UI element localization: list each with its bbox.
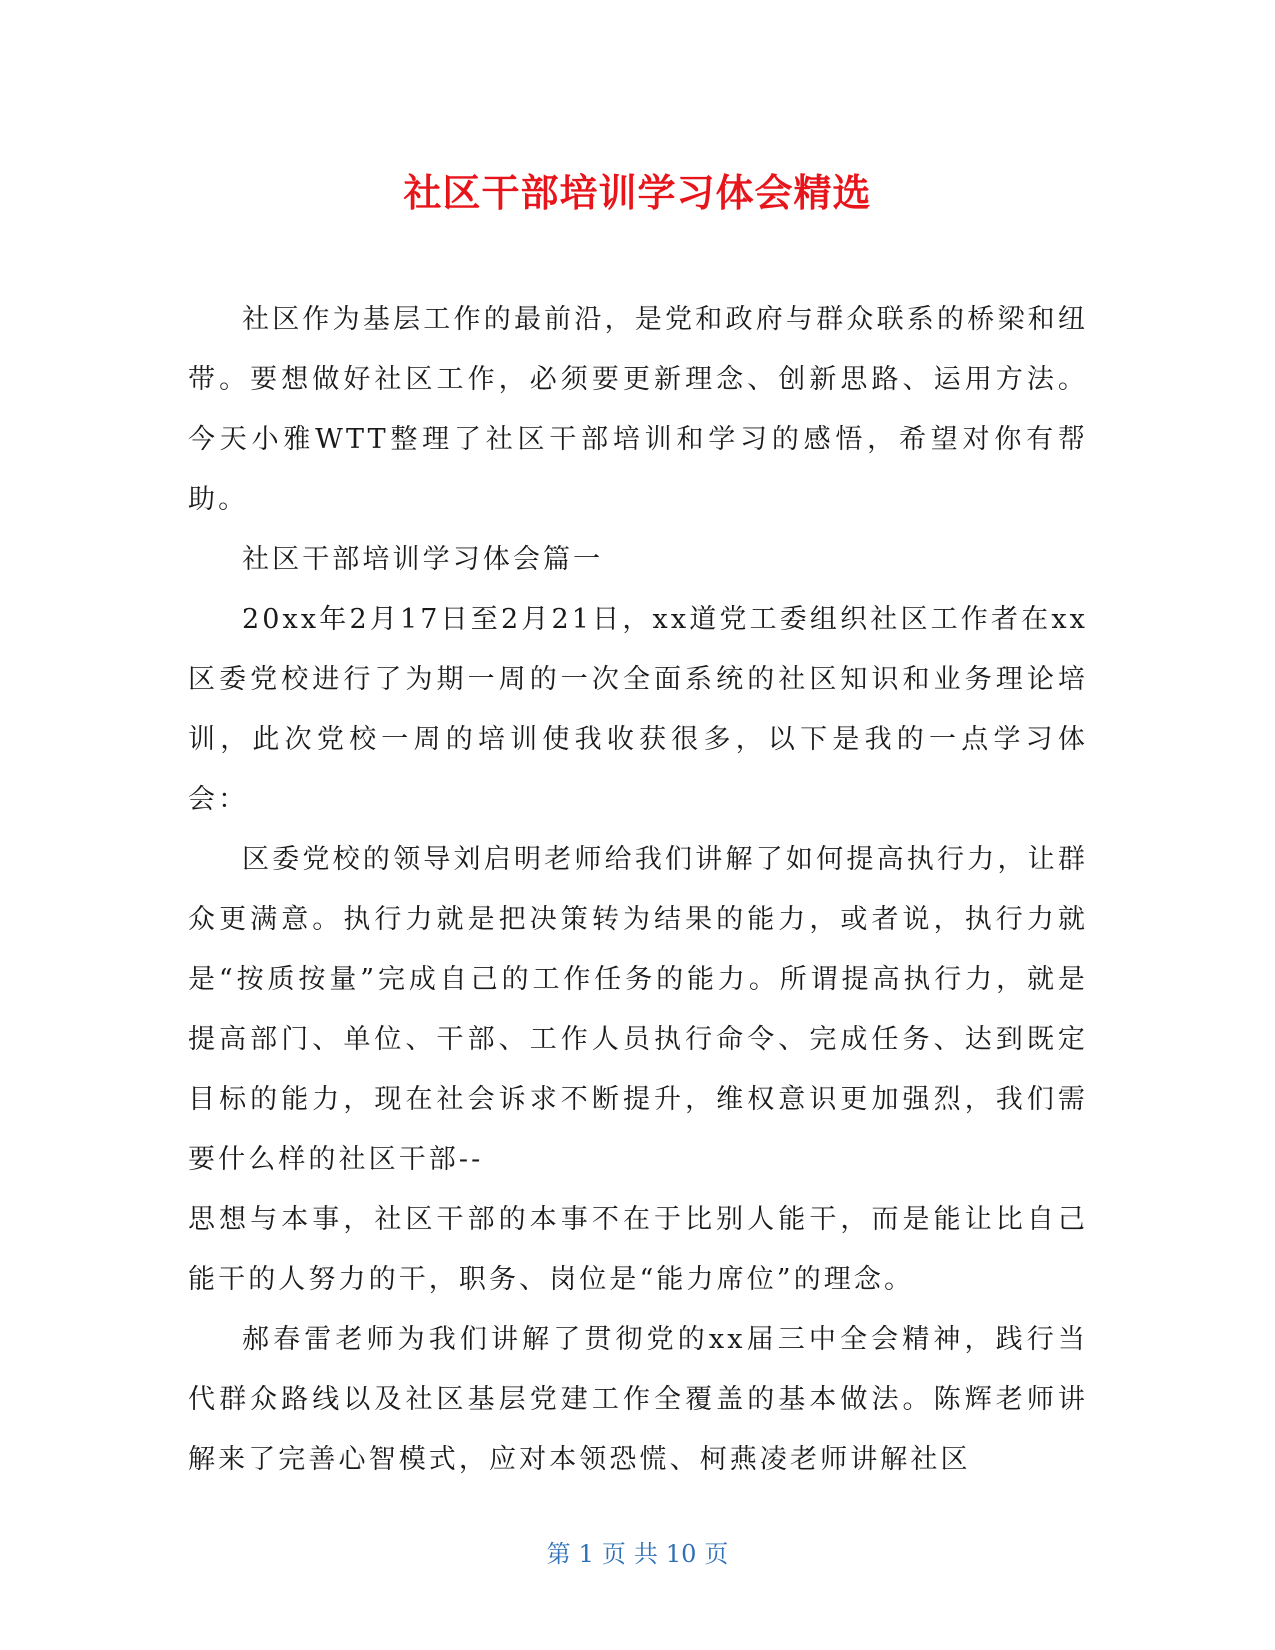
paragraph-intro: 社区作为基层工作的最前沿，是党和政府与群众联系的桥梁和纽带。要想做好社区工作，必须要更新理念、创新思路、运用方法。今天小雅WTT整理了社区干部培训和学习的感悟，希望对你有帮助。 bbox=[188, 304, 1088, 515]
document-title: 社区干部培训学习体会精选 bbox=[403, 171, 872, 215]
paragraph-lectures: 郝春雷老师为我们讲解了贯彻党的xx届三中全会精神，践行当代群众路线以及社区基层党建工作全覆盖的基本做法。陈辉老师讲解来了完善心智模式，应对本领恐慌、柯燕凌老师讲解社区 bbox=[188, 1324, 1088, 1475]
page-footer bbox=[0, 1534, 1275, 1569]
footer-total-pages: 10 bbox=[665, 1540, 697, 1568]
paragraph-execution: 区委党校的领导刘启明老师给我们讲解了如何提高执行力，让群众更满意。执行力就是把决策转为结果的能力，或者说，执行力就是“按质按量”完成自己的工作任务的能力。所谓提高执行力，就是提高部门、单位、干部、工作人员执行命令、完成任务、达到既定目标的能力，现在社会诉求不断提升，维权意识更加强烈，我们需要什么样的社区干部-- bbox=[188, 844, 1088, 1175]
footer-page-unit: 页 bbox=[601, 1540, 626, 1568]
document-body bbox=[188, 290, 1088, 1490]
footer-page-label: 第 bbox=[546, 1540, 571, 1568]
footer-total-unit: 页 bbox=[704, 1540, 729, 1568]
footer-total-label: 共 bbox=[633, 1540, 658, 1568]
paragraph-training-dates: 20xx年2月17日至2月21日，xx道党工委组织社区工作者在xx区委党校进行了为期一周的一次全面系统的社区知识和业务理论培训，此次党校一周的培训使我收获很多，以下是我的一点学习体会： bbox=[188, 604, 1088, 815]
section-heading: 社区干部培训学习体会篇一 bbox=[242, 544, 604, 575]
paragraph-ability: 思想与本事，社区干部的本事不在于比别人能干，而是能让比自己能干的人努力的干，职务、岗位是“能力席位”的理念。 bbox=[188, 1204, 1088, 1295]
footer-current-page: 1 bbox=[578, 1540, 594, 1568]
